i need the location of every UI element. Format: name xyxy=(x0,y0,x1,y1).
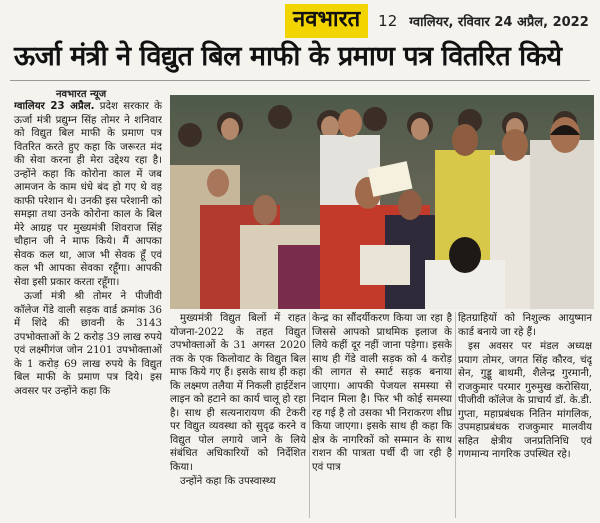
article-column-2 xyxy=(170,312,306,518)
byline: नवभारत न्यूज xyxy=(56,89,107,100)
article-paragraph: हितग्राहियों को निशुल्क आयुष्मान कार्ड बनाये जा रहे हैं। xyxy=(458,313,592,338)
article-column-1 xyxy=(14,100,162,518)
article-paragraph: मुख्यमंत्री विद्युत बिलों में राहत योजना-2022 के तहत विद्युत उपभोक्ताओं के 31 अगस्त 2020 तक के एक किलोवाट के विद्युत बिल माफ किये गए हैं। इसके साथ ही कहा कि लक्ष्मण तलैया में निकली हाईटेंशन लाइन को हटाने का कार्य चालू हो रहा है। साथ ही सत्यनारायण की टेकरी पर विद्युत व्यवस्था को सुदृढ करने व विद्युत पोल लगाये जाने के लिये संबंधित अधिकारियों को निर्देशित किया। xyxy=(170,313,306,473)
masthead xyxy=(285,2,597,40)
article-lead: ग्वालियर 23 अप्रैल. xyxy=(14,101,95,112)
crowd-photo-illustration xyxy=(170,95,594,309)
news-photo xyxy=(170,95,594,309)
headline-rule xyxy=(10,80,590,81)
article-paragraph: उन्होंने कहा कि उपस्वास्थ्य xyxy=(180,476,276,487)
article-column-3 xyxy=(312,312,452,518)
column-divider xyxy=(309,312,310,518)
article-paragraph: इस अवसर पर मंडल अध्यक्ष प्रयाग तोमर, जगत सिंह कौरव, चंदू सेन, गुड्डू बाथमी, शैलेन्द्र गुरमानी, राजकुमार परमार गुरुमुख करोसिया, पीजीवी कॉलेज के प्राचार्य डॉ. के.डी. गुप्ता, महाप्रबंधक नितिन मांगलिक, उपमहाप्रबंधक राजकुमार मालवीय सहित क्षेत्रीय जनप्रतिनिधि एवं गणमान्य नागरिक उपस्थित रहे। xyxy=(458,341,592,460)
article-paragraph: केन्द्र का सौंदर्यीकरण किया जा रहा है जिससे आपको प्राथमिक इलाज के लिये कहीं दूर नहीं जाना पड़ेगा। इसके साथ ही गेंडे वाली सड़क को 4 करोड़ की लागत से स्मार्ट सड़क बनाया जाएगा। आपकी पेजयल समस्या से निदान मिला है। फिर भी कोई समस्या रह गई है तो उसका भी निराकरण शीघ्र किया जाएगा। इसके साथ ही कहा कि क्षेत्र के नागरिकों को सम्मान के साथ राशन की पात्रता पर्ची दी जा रही है एवं पात्र xyxy=(312,313,452,473)
dateline: ग्वालियर, रविवार 24 अप्रैल, 2022 xyxy=(409,15,589,30)
article-paragraph: प्रदेश सरकार के ऊर्जा मंत्री प्रद्युम्न सिंह तोमर ने शनिवार को विद्युत बिल माफी के प्रमाण पत्र वितरित करते हुए कहा कि जरूरत मंद की सेवा करना ही मेरा उद्देश्य रहा है। उन्होंने कहा कि कोरोना काल में जब आमजन के काम धंधे बंद हो गए थे वह काफी परेशान थे। उनकी इस परेशानी को समझा तथा उनके कोरोना काल के बिल मेरे आग्रह पर मुख्यमंत्री शिवराज सिंह चौहान जी ने माफ किये। मैं आपका सेवक कल था, आज भी सेवक हूँ एवं कल भी आपका सेवका रहूँगा। आपकी सेवा इसी प्रकार करता रहूँगा। xyxy=(14,101,162,288)
page-number: 12 xyxy=(378,12,398,30)
headline: ऊर्जा मंत्री ने विद्युत बिल माफी के प्रमाण पत्र वितरित किये xyxy=(14,41,562,72)
newspaper-brand: नवभारत xyxy=(285,4,368,38)
article-column-4 xyxy=(458,312,592,518)
column-divider xyxy=(455,312,456,518)
article-paragraph: ऊर्जा मंत्री श्री तोमर ने पीजीवी कॉलेज गेंडे वाली सड़क वार्ड क्रमांक 36 में शिंदे की छावनी के 3143 उपभोक्ताओं के 2 करोड़ 39 लाख रुपये एवं लक्ष्मीगंज जोन 2101 उपभोक्ताओं के 1 करोड़ 69 लाख रुपये के विद्युत बिल माफी के प्रमाण पत्र दिये। इस अवसर पर उन्होंने कहा कि xyxy=(14,291,162,397)
